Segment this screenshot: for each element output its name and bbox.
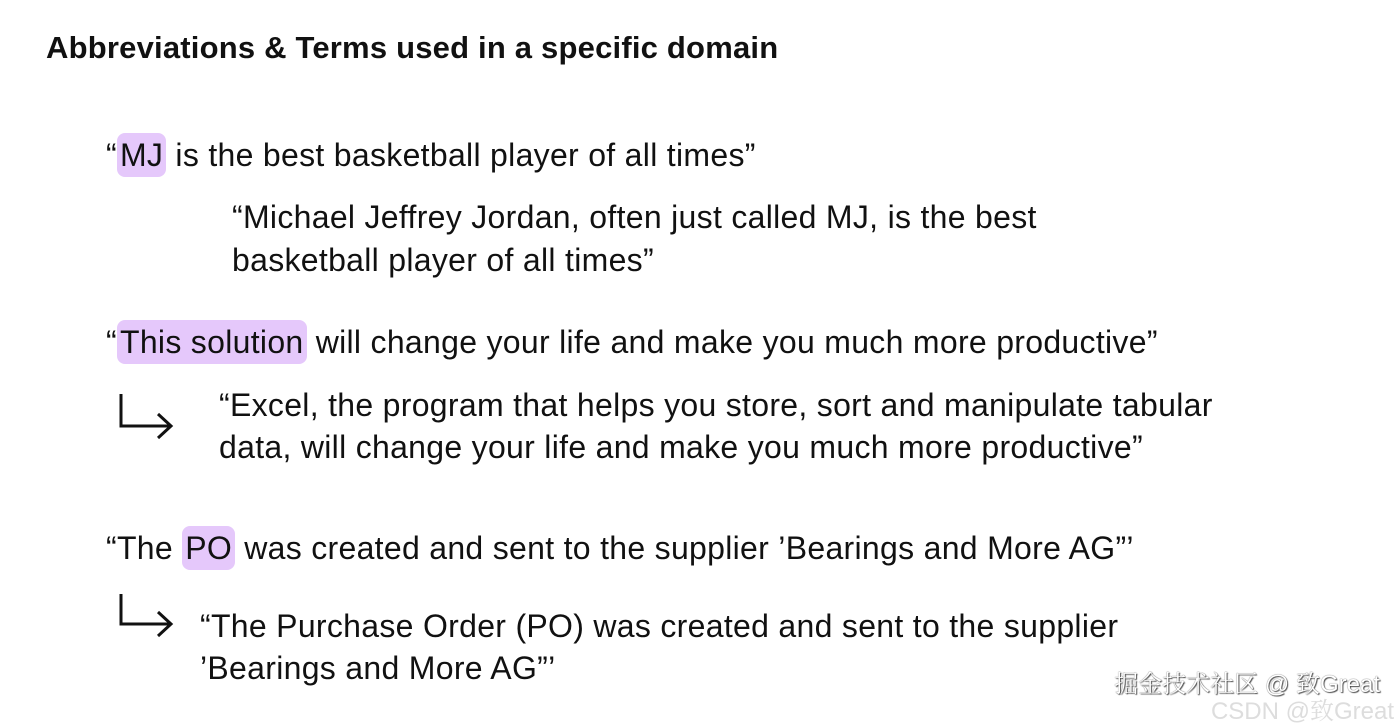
quote-prefix: “	[106, 137, 117, 173]
highlighted-term: PO	[182, 526, 235, 570]
example-1-expanded-line-1: “Michael Jeffrey Jordan, often just called MJ, is the best	[232, 199, 1037, 235]
highlighted-term: MJ	[117, 133, 166, 177]
example-3-original	[106, 527, 1134, 569]
page-title: Abbreviations & Terms used in a specific domain	[46, 30, 779, 65]
example-3-expanded-line-2: ’Bearings and More AG”’	[200, 650, 556, 686]
example-1-original	[106, 134, 756, 176]
quote-prefix: “	[106, 324, 117, 360]
example-3-expanded-line-1: “The Purchase Order (PO) was created and sent to the supplier	[200, 608, 1119, 644]
watermark-secondary: CSDN @致Great	[1210, 698, 1394, 725]
quote-suffix: was created and sent to the supplier ’Bearings and More AG”’	[235, 530, 1134, 566]
example-2-expanded-line-2: data, will change your life and make you much more productive”	[219, 429, 1143, 465]
highlighted-term: This solution	[117, 320, 307, 364]
quote-prefix: “The	[106, 530, 183, 566]
arrow-return-right-icon	[118, 392, 178, 440]
example-2-expanded-line-1: “Excel, the program that helps you store, sort and manipulate tabular	[219, 387, 1213, 423]
watermark: 掘金技术社区 @ 致Great	[1114, 671, 1380, 698]
example-1-expanded-line-2: basketball player of all times”	[232, 242, 654, 278]
quote-suffix: is the best basketball player of all times”	[166, 137, 756, 173]
quote-suffix: will change your life and make you much more productive”	[306, 324, 1158, 360]
arrow-return-right-icon	[118, 592, 178, 640]
example-2-original	[106, 321, 1158, 363]
